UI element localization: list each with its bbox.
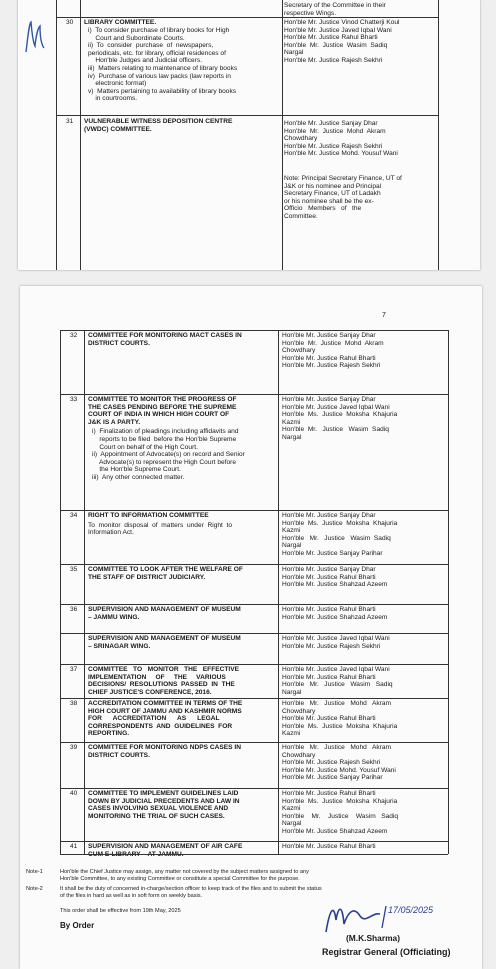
member-name: Hon'ble Mr. Justice Mohd Akram xyxy=(282,744,391,751)
member-name: Hon'ble Mr. Justice Javed Iqbal Wani xyxy=(282,403,390,411)
member-name: Hon'ble Mr. Justice Rajesh Sekhri xyxy=(284,57,383,64)
member-name: Hon'ble Mr. Justice Rajesh Sekhri xyxy=(284,142,383,150)
row-number: 32 xyxy=(70,332,78,339)
member-name: Chowdhary xyxy=(282,347,316,355)
table-border xyxy=(438,0,439,270)
member-name: Hon'ble Mr. Justice Rahul Bharti xyxy=(282,715,376,723)
member-name: Hon'ble Mr. Justice Sanjay Dhar xyxy=(282,332,376,339)
table-row-divider xyxy=(60,854,448,855)
member-name: Hon'ble Mr. Justice Vinod Chatterji Koul xyxy=(284,19,400,26)
member-name: Chowdhary xyxy=(284,135,318,143)
member-name: Hon'ble Mr. Justice Sanjay Parihar xyxy=(282,774,383,782)
committee-scope: Advocate(s) to represent the High Court before xyxy=(92,458,237,466)
committee-title: IMPLEMENTATION OF THE VARIOUS xyxy=(88,673,226,681)
member-name: Nargal xyxy=(282,542,302,550)
committee-note: Committee. xyxy=(284,213,318,220)
committee-scope: the Hon'ble Supreme Court. xyxy=(92,466,181,474)
committee-title: CORRESPONDENTS AND GUIDELINES FOR xyxy=(88,722,233,730)
member-name: Hon'ble Mr. Justice Wasim Sadiq xyxy=(282,426,389,434)
member-name: Nargal xyxy=(282,820,302,828)
note-label: Note-1 xyxy=(26,869,43,875)
row-number: 30 xyxy=(66,19,74,26)
row-number: 38 xyxy=(70,700,78,707)
by-order-label: By Order xyxy=(60,921,95,930)
member-name: Chowdhary xyxy=(282,751,316,759)
committee-scope: ii) Appointment of Advocate(s) on record and Senior xyxy=(92,451,245,459)
member-name: Hon'ble Mr. Justice Javed Iqbal Wani xyxy=(284,26,392,34)
member-name: Nargal xyxy=(282,688,302,696)
committee-title: SUPERVISION AND MANAGEMENT OF MUSEUM xyxy=(88,606,241,613)
table-row-divider xyxy=(60,788,448,789)
row-number: 40 xyxy=(70,790,78,797)
member-name: Hon'ble Mr. Justice Rahul Bharti xyxy=(282,673,376,681)
member-name: Hon'ble Mr. Justice Rahul Bharti xyxy=(282,606,376,613)
member-name: Hon'ble Mr. Justice Rahul Bharti xyxy=(282,354,376,362)
committee-scope: To monitor disposal of matters under Right to xyxy=(88,521,233,529)
table-row-divider xyxy=(60,510,448,511)
member-name: Hon'ble Mr. Justice Sanjay Parihar xyxy=(282,550,383,557)
committee-title: FOR ACCREDITATION AS LEGAL xyxy=(88,715,220,723)
member-name: Nargal xyxy=(282,434,302,441)
page-number: 7 xyxy=(382,312,386,319)
committee-scope: i) To consider purchase of library books for High xyxy=(88,27,230,34)
committee-title: THE STAFF OF DISTRICT JUDICIARY. xyxy=(88,573,206,581)
table-row-divider xyxy=(60,564,448,565)
row-number: 37 xyxy=(70,666,78,673)
committee-scope: Court and Subordinate Courts. xyxy=(88,34,185,42)
row-number: 39 xyxy=(70,744,78,751)
committee-title: COMMITTEE FOR MONITORING NDPS CASES IN xyxy=(88,744,242,751)
committee-title: CHIEF JUSTICE'S CONFERENCE, 2016. xyxy=(88,688,212,696)
member-name: Kazmi xyxy=(282,730,301,738)
table-row-divider xyxy=(60,841,448,842)
committee-title: COMMITTEE TO IMPLEMENT GUIDELINES LAID xyxy=(88,790,239,797)
committee-title: CUM E-LIBRARY – AT JAMMU. xyxy=(88,850,184,858)
note-text: Hon'ble the Chief Justice may assign, any matter not covered by the subject matters assigned to any xyxy=(60,869,309,875)
note-text: It shall be the duty of concerned in-charge/section officer to keep track of the files and to submit the status xyxy=(60,886,322,892)
committee-title: VULNERABLE WITNESS DEPOSITION CENTRE xyxy=(84,118,233,125)
row-number: 33 xyxy=(70,396,78,403)
member-name: Hon'ble Mr. Justice Rahul Bharti xyxy=(282,843,376,850)
committee-scope: periodicals, etc. for library, official residences of xyxy=(88,49,226,57)
committee-title: LIBRARY COMMITTEE. xyxy=(84,19,157,26)
table-row-divider xyxy=(60,742,448,743)
committee-note: or his nominee shall be the ex- xyxy=(284,197,374,205)
row-number: 41 xyxy=(70,843,78,850)
member-name: Hon'ble Mr. Justice Sanjay Dhar xyxy=(282,566,376,573)
committee-title: COURT OF INDIA IN WHICH HIGH COURT OF xyxy=(88,411,230,419)
committee-scope: electronic format) xyxy=(88,80,147,88)
document-page-1 xyxy=(18,0,480,270)
table-row-divider xyxy=(60,604,448,605)
member-name: Nargal xyxy=(284,49,304,57)
member-name: Hon'ble Mr. Justice Sanjay Dhar xyxy=(282,512,376,519)
committee-title: HIGH COURT OF JAMMU AND KASHMIR NORMS xyxy=(88,707,242,715)
committee-scope: reports to be filed before the Hon'ble Supreme xyxy=(92,436,237,443)
committee-title: DISTRICT COURTS. xyxy=(88,751,150,759)
member-name: Hon'ble Mr. Justice Rajesh Sekhri xyxy=(282,362,381,370)
member-name: Kazmi xyxy=(282,527,301,535)
member-name: Chowdhary xyxy=(282,707,316,715)
row-number: 36 xyxy=(70,606,78,613)
member-name: Hon'ble Mr. Justice Mohd Akram xyxy=(282,700,391,707)
committee-title: REPORTING. xyxy=(88,730,130,738)
committee-title: SUPERVISION AND MANAGEMENT OF AIR CAFE xyxy=(88,843,243,850)
note-text: Hon'ble Committee, to any existing Committee or constitute a special Committee for the purpose. xyxy=(60,876,300,882)
table-border xyxy=(448,330,449,854)
member-name: Hon'ble Mr. Justice Wasim Sadiq xyxy=(282,812,399,820)
committee-scope: ii) To consider purchase of newspapers, xyxy=(88,42,214,50)
signer-title: Registrar General (Officiating) xyxy=(322,947,451,957)
committee-title: DISTRICT COURTS. xyxy=(88,339,150,347)
note-text: of the files in hard as well as in soft form on weekly basis. xyxy=(60,893,203,899)
committee-note: Note: Principal Secretary Finance, UT of xyxy=(284,175,402,182)
table-row-divider xyxy=(60,698,448,699)
committee-title: COMMITTEE TO MONITOR THE EFFECTIVE xyxy=(88,666,240,673)
committee-title: CASES INVOLVING SEXUAL VIOLENCE AND xyxy=(88,805,229,813)
member-name: Hon'ble Mr. Justice Sanjay Dhar xyxy=(282,396,376,403)
committee-scope: iv) Purchase of various law packs (law reports in xyxy=(88,72,231,80)
table-row-divider xyxy=(60,633,448,634)
member-name: Hon'ble Ms. Justice Moksha Khajuria xyxy=(282,797,398,805)
committee-note: Officio Members of the xyxy=(284,205,362,213)
row-number: 35 xyxy=(70,566,78,573)
committee-scope: Court on behalf of the High Court. xyxy=(92,443,198,451)
signature-date: 17/05/2025 xyxy=(388,905,434,915)
table-border xyxy=(56,0,57,270)
member-name: Hon'ble Mr. Justice Mohd. Yousuf Wani xyxy=(284,150,398,158)
committee-title: COMMITTEE FOR MONITORING MACT CASES IN xyxy=(88,332,242,339)
member-name: Hon'ble Mr. Justice Javed Iqbal Wani xyxy=(282,635,390,642)
handwritten-initials-icon xyxy=(22,16,46,56)
table-row-divider xyxy=(60,330,448,331)
table-border xyxy=(80,0,81,270)
member-name: Hon'ble Mr. Justice Shahzad Azeem xyxy=(282,581,388,589)
member-name: Hon'ble Mr. Justice Rahul Bharti xyxy=(282,790,376,797)
committee-title: J&K IS A PARTY. xyxy=(88,418,141,426)
member-name: Hon'ble Mr. Justice Shahzad Azeem xyxy=(282,613,388,621)
table-border xyxy=(84,330,85,854)
committee-title: ACCREDITATION COMMITTEE IN TERMS OF THE xyxy=(88,700,243,707)
row-number: 31 xyxy=(66,118,74,125)
committee-title: DECISIONS/ RESOLUTIONS PASSED IN THE xyxy=(88,681,235,689)
committee-scope: in courtrooms. xyxy=(88,95,138,103)
continuation-text: Secretary of the Committee in their xyxy=(284,2,386,9)
committee-scope: iii) Matters relating to maintenance of library books xyxy=(88,65,238,72)
continuation-text: respective Wings. xyxy=(284,9,337,17)
table-row-divider xyxy=(60,394,448,395)
table-row-divider xyxy=(56,17,438,18)
table-row-divider xyxy=(60,664,448,665)
member-name: Hon'ble Mr. Justice Wasim Sadiq xyxy=(282,534,391,542)
row-number: 34 xyxy=(70,512,78,519)
committee-title: THE CASES PENDING BEFORE THE SUPREME xyxy=(88,403,237,411)
member-name: Hon'ble Mr. Justice Sanjay Dhar xyxy=(284,120,378,127)
member-name: Kazmi xyxy=(282,805,301,813)
committee-title: MONITORING THE TRIAL OF SUCH CASES. xyxy=(88,812,225,820)
effective-date-text: This order shall be effective from 19th May, 2025 xyxy=(60,908,181,914)
member-name: Hon'ble Mr. Justice Mohd. Yousuf Wani xyxy=(282,766,396,774)
member-name: Hon'ble Mr. Justice Rajesh Sekhri xyxy=(282,642,381,650)
committee-note: J&K or his nominee and Principal xyxy=(284,182,382,190)
committee-title: (VWDC) COMMITTEE. xyxy=(84,125,152,133)
table-border xyxy=(282,0,283,270)
member-name: Hon'ble Mr. Justice Mohd Akram xyxy=(282,339,384,347)
committee-title: – SRINAGAR WING. xyxy=(88,642,151,650)
committee-scope: Hon'ble Judges and Judicial officers. xyxy=(88,57,203,65)
member-name: Hon'ble Ms. Justice Moksha Khajuria xyxy=(282,722,398,730)
member-name: Hon'ble Mr. Justice Mohd Akram xyxy=(284,127,386,135)
committee-scope: i) Finalization of pleadings including affidavits and xyxy=(92,428,239,436)
member-name: Hon'ble Mr. Justice Wasim Sadiq xyxy=(284,41,388,49)
member-name: Kazmi xyxy=(282,418,301,426)
member-name: Hon'ble Mr. Justice Javed Iqbal Wani xyxy=(282,666,390,673)
committee-title: DOWN BY JUDICIAL PRECEDENTS AND LAW IN xyxy=(88,797,240,805)
signer-name: (M.K.Sharma) xyxy=(346,933,400,943)
committee-scope: v) Matters pertaining to availability of library books xyxy=(88,87,237,95)
committee-scope: Information Act. xyxy=(88,529,134,537)
member-name: Hon'ble Mr. Justice Wasim Sadiq xyxy=(282,681,393,689)
committee-title: COMMITTEE TO MONITOR THE PROGRESS OF xyxy=(88,396,237,403)
committee-note: Secretary Finance, UT of Ladakh xyxy=(284,190,381,198)
document-page-2 xyxy=(20,286,482,969)
table-border xyxy=(278,330,279,854)
member-name: Hon'ble Mr. Justice Rahul Bharti xyxy=(282,573,376,581)
member-name: Hon'ble Ms. Justice Moksha Khajuria xyxy=(282,411,398,419)
note-label: Note-2 xyxy=(26,886,43,892)
table-border xyxy=(60,330,61,854)
committee-title: COMMITTEE TO LOOK AFTER THE WELFARE OF xyxy=(88,566,243,573)
committee-title: SUPERVISION AND MANAGEMENT OF MUSEUM xyxy=(88,635,241,642)
committee-title: – JAMMU WING. xyxy=(88,613,140,621)
member-name: Hon'ble Ms. Justice Moksha Khajuria xyxy=(282,519,398,527)
member-name: Hon'ble Mr. Justice Rahul Bharti xyxy=(284,34,378,42)
committee-title: RIGHT TO INFORMATION COMMITTEE xyxy=(88,512,209,519)
member-name: Hon'ble Mr. Justice Rajesh Sekhri xyxy=(282,759,381,767)
member-name: Hon'ble Mr. Justice Shahzad Azeem xyxy=(282,828,388,835)
committee-scope: iii) Any other connected matter. xyxy=(92,474,185,481)
table-row-divider xyxy=(56,115,438,116)
